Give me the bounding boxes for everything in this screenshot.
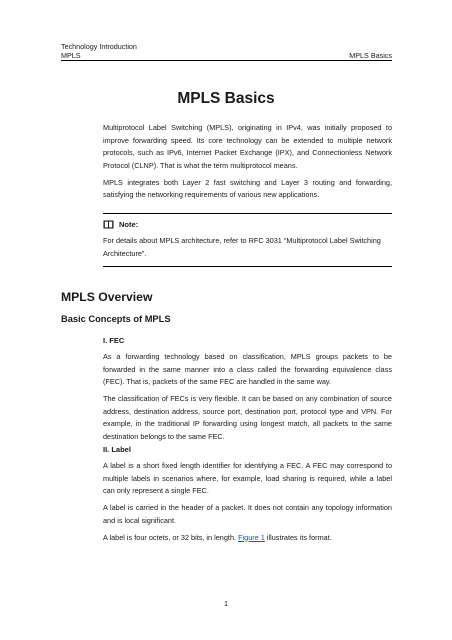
intro-paragraph: Multiprotocol Label Switching (MPLS), originating in IPv4, was initially proposed to improve forwarding speed. Its core technology can be extended to multiple network protocols, such as IPv6, Internet Packet Exchange (IPX), and Connectionless Network Protocol (CLNP). That is what the term multiprotocol means. xyxy=(103,123,392,170)
header-doc-type: Technology Introduction xyxy=(61,42,137,51)
running-header-left xyxy=(61,42,137,60)
page-number: 1 xyxy=(223,599,229,608)
note-text: For details about MPLS architecture, refer to RFC 3031 “Multiprotocol Label Switching Architecture”. xyxy=(103,236,381,258)
header-topic: MPLS xyxy=(61,51,81,60)
label-paragraph xyxy=(103,532,392,545)
fec-paragraph: As a forwarding technology based on classification, MPLS groups packets to be forwarded in the same manner into a class called the forwarding equivalence class (FEC). That is, packets of the same FEC are handled in the same way. xyxy=(103,352,392,386)
intro-paragraph: MPLS integrates both Layer 2 fast switching and Layer 3 routing and forwarding, satisfying the networking requirements of various new applications. xyxy=(103,177,392,199)
header-section: MPLS Basics xyxy=(349,51,392,60)
note-label: Note: xyxy=(119,220,139,229)
book-icon xyxy=(103,220,114,229)
intro-section xyxy=(103,122,392,206)
note-header xyxy=(103,220,138,229)
heading-label: II. Label xyxy=(103,445,131,454)
label-paragraph: A label is a short fixed length identifier for identifying a FEC. A FEC may correspond to multiple labels in scenarios where, for example, load sharing is required, while a label can only represent a single FEC. xyxy=(103,461,392,495)
fec-paragraph: The classification of FECs is very flexible. It can be based on any combination of source address, destination address, source port, destination port, protocol type and VPN. For example, in the traditional IP forwarding using longest match, all packets to the same destination belongs to the same FEC. xyxy=(103,394,392,441)
label-paragraph: A label is carried in the header of a packet. It does not contain any topology information and is local significant. xyxy=(103,503,392,525)
page-title: MPLS Basics xyxy=(177,90,275,107)
label-section xyxy=(103,460,392,549)
heading-fec: I. FEC xyxy=(103,336,125,345)
section-heading-overview: MPLS Overview xyxy=(61,290,153,304)
subsection-heading-basic-concepts: Basic Concepts of MPLS xyxy=(61,314,171,324)
label-format-text-end: illustrates its format. xyxy=(264,532,332,542)
figure-1-link[interactable]: Figure 1 xyxy=(238,532,265,542)
label-format-text: A label is four octets, or 32 bits, in length. xyxy=(103,532,239,542)
note-bottom-rule xyxy=(103,266,392,267)
note-top-rule xyxy=(103,213,392,214)
fec-section xyxy=(103,351,392,448)
header-rule xyxy=(61,60,392,61)
